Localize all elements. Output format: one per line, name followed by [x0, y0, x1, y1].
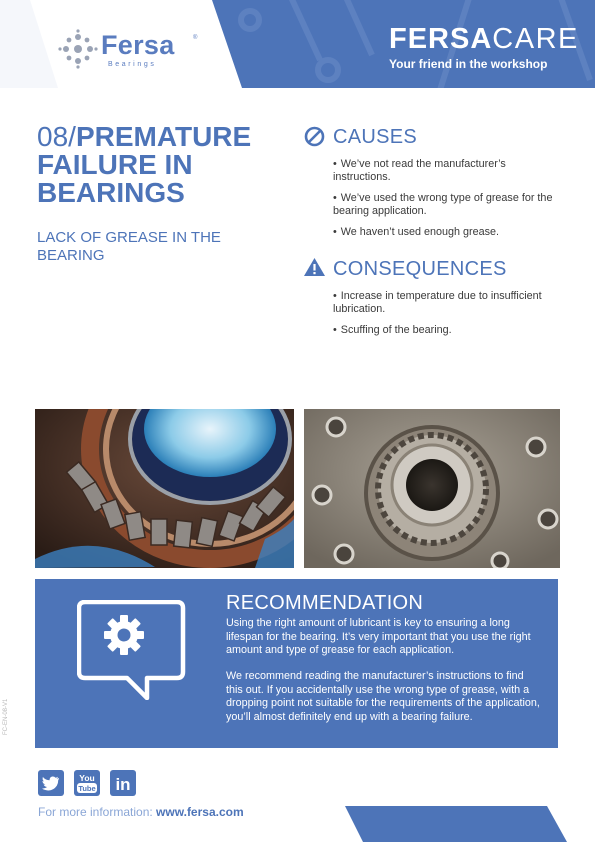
list-item: • Scuffing of the bearing. — [333, 324, 563, 337]
page-title — [37, 123, 277, 207]
twitter-icon — [38, 770, 64, 796]
linkedin-link[interactable] — [110, 770, 136, 796]
brand-title — [389, 25, 579, 54]
youtube-link[interactable] — [74, 770, 100, 796]
youtube-you-text: You — [79, 773, 95, 783]
youtube-tube-text: Tube — [78, 784, 96, 793]
causes-list — [333, 158, 563, 247]
brand-light: CARE — [492, 23, 579, 55]
warning-icon — [303, 257, 326, 277]
list-item: • Increase in temperature due to insufficient lubrication. — [333, 290, 563, 316]
recommendation-paragraph-2: We recommend reading the manufacturer’s instructions to find this out. If you accidentally use the wrong type of grease, with a dropping point not suitable for the requirements of the application, you’ll almost definitely end up with a bearing failure. — [226, 670, 540, 723]
title-number: 08/ — [37, 121, 76, 152]
fersa-logo-icon — [58, 29, 98, 69]
page-subtitle: LACK OF GREASE IN THE BEARING — [37, 229, 221, 264]
list-item: • We haven’t used enough grease. — [333, 226, 563, 239]
prohibited-icon — [304, 126, 325, 147]
twitter-link[interactable] — [38, 770, 64, 796]
logo-registered: ® — [193, 35, 198, 41]
recommendation-heading: RECOMMENDATION — [226, 592, 424, 614]
footer-info — [38, 805, 244, 819]
brand-bold: FERSA — [389, 23, 493, 55]
bearing-photo-right — [304, 409, 560, 568]
causes-heading: CAUSES — [333, 126, 418, 148]
brand-tagline: Your friend in the workshop — [389, 57, 548, 71]
recommendation-paragraph-1: Using the right amount of lubricant is key to ensuring a long lifespan for the bearing. It’s very important that you use the right amount and type of grease for each application. — [226, 617, 531, 657]
linkedin-glyph: in — [115, 775, 131, 794]
list-item: • We’ve not read the manufacturer’s instructions. — [333, 158, 563, 184]
bearing-photo-left — [35, 409, 294, 568]
footer-accent-band — [345, 806, 595, 842]
title-text: PREMATURE FAILURE IN BEARINGS — [37, 121, 252, 208]
consequences-heading: CONSEQUENCES — [333, 258, 507, 280]
gear-chat-icon — [77, 600, 187, 700]
logo-name: Fersa — [101, 30, 175, 60]
youtube-icon — [74, 770, 100, 796]
footer-info-label: For more information: — [38, 805, 153, 819]
linkedin-icon — [110, 770, 136, 796]
website-link[interactable]: www.fersa.com — [156, 805, 244, 819]
list-item: • We’ve used the wrong type of grease for the bearing application. — [333, 192, 563, 218]
logo-subtitle: Bearings — [108, 61, 157, 68]
consequences-list — [333, 290, 563, 345]
document-code: FC-EN-08-V1 — [3, 698, 9, 735]
